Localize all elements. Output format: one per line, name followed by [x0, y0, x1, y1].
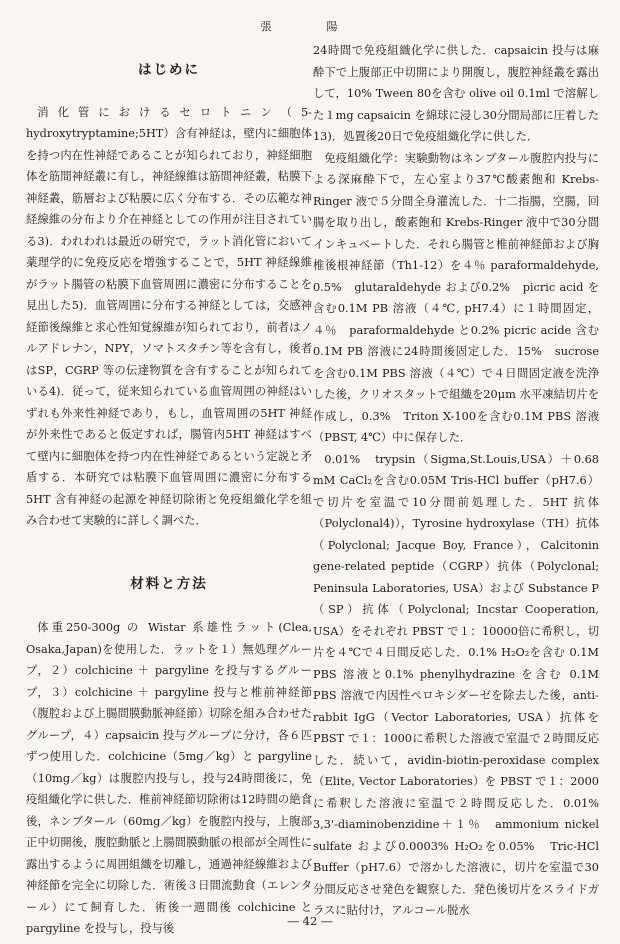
section-spacer [26, 532, 312, 558]
page-number: ― 42 ― [287, 914, 333, 928]
running-header: 張 陽 [260, 20, 360, 33]
antibody-procedure-paragraph: 0.01% trypsin（Sigma,St.Louis,USA）＋0.68 mM CaCl₂を含む0.05M Tris-HCl buffer（pH7.6）で切片を室温で10分間前処理した．5HT 抗体（Polyclonal4)），Tyrosine hydroxylase（TH）抗体（Polyclonal; Jacque Boy, France），Calcitonin gene-related peptide（CGRP）抗体（Polyclonal; Peninsula Laboratories, USA）および Substance P（SP）抗体（Polyclonal; Incstar Cooperation, USA）をそれぞれ PBST で１：10000倍に希釈し，切片を４℃で４日間反応した．0.1% H₂O₂を含む 0.1M PBS 溶液と0.1% phenylhydrazine を含む 0.1M PBS 溶液で内因性ペロキシダーゼを除去した後，anti-rabbit IgG（Vector Laboratories, USA）抗体を PBST で１：1000に希釈した溶液で室温で２時間反応した．続いて，avidin-biotin-peroxidase complex（Elite, Vector Laboratories）を PBST で１：2000に希釈した溶液に室温で２時間反応した．0.01% 3,3'-diaminobenzidine＋１％ ammonium nickel sulfate および0.0003% H₂O₂を0.05% Tric-HCl Buffer（pH7.6）で溶かした溶液に，切片を室温で30分間反応させ発色を観察した．発色後切片をスライドガラスに貼付け，アルコール脱水 [313, 452, 611, 917]
section-title-methods: 材料と方法 [130, 575, 208, 592]
section-title-introduction: はじめに [138, 62, 200, 78]
left-column [26, 46, 312, 940]
immunohistochemistry-paragraph: 免疫組織化学：実験動物はネンブタール腹腔内投与による深麻酔下で，左心室より37℃酸素飽和 Krebs-Ringer 液で５分間全身灌流した．十二指腸，空腸，回腸を取り出し，酸素飽和 Krebs-Ringer 液中で30分間インキュベートした．それら腸管と椎前神経節および胸椎後根神経節（Th1-12）を４％ paraformaldehyde, 0.5% glutaraldehyde および0.2% picric acid を含む0.1M PB 溶液（４℃, pH7.4）に１時間固定，４％ paraformaldehyde と0.2% picric acide 含む0.1M PB 溶液に24時間後固定した．15% sucrose を含む0.1M PBS 溶液（４℃）で４日間固定液を洗浄した後，クリオスタットで組織を20μm 水平凍結切片を作成し，0.3% Triton X-100を含む0.1M PBS 溶液（PBST, 4℃）中に保存した． [313, 151, 599, 444]
right-column [313, 40, 611, 922]
methods-continued-paragraph: 24時間で免疫組織化学に供した．capsaicin 投与は麻酔下で上腹部正中切開により開腹し，腹腔神経叢を露出して，10% Tween 80を含む olive oil 0.1ml で溶解した１mg capsaicin を綿球に浸し30分間局部に圧着した13)．処置後20日で免疫組織化学に供した． [313, 44, 599, 143]
methods-paragraph: 体重250-300g の Wistar 系雄性ラット(Clea, Osaka,Japan)を使用した．ラットを１）無処理グループ，２）colchicine ＋ pargyline を投与するグループ，３）colchicine ＋ pargyline 投与と椎前神経節（腹腔および上腸間膜動脈神経節）切除を組み合わせたグループ，４）capsaicin 投与グループに分け，各６匹ずつ使用した．colchicine（5mg／kg）と pargyline（10mg／kg）は腹腔内投与し，投与24時間後に，免疫組織化学に供した．椎前神経節切除術は12時間の絶食後，ネンブタール（60mg／kg）を腹腔内投与，上腹部正中切開後，腹腔動脈と上腸間膜動脈の根部が全周性に露出するように周囲組織を切離し，通過神経線維および神経節を完全に切除した．術後３日間流動食（エレンタール）にて飼育した．術後一週間後 colchicine と pargyline を投与し，投与後 [26, 621, 312, 935]
introduction-paragraph: 消化管におけるセロトニン（5-hydroxytryptamine;5HT）含有神経は，壁内に細胞体を持つ内在性神経であることが知られており，神経細胞体を筋間神経叢に有し，神経線維は筋間神経叢，粘膜下神経叢，筋層および粘膜に広く分布する．その広範な神経線維の分布より介在神経としての作用が注目されている3)．われわれは最近の研究で，ラット消化管において薬理学的に免疫反応を増強することで，5HT 神経線維がラット腸管の粘膜下血管周囲に濃密に分布することを見出した5)．血管周囲に分布する神経としては，交感神経節後線維と求心性知覚線維が知られており，前者はノルアドレナン，NPY，ソマトスタチン等を含有し，後者はSP，CGRP 等の伝達物質を含有することが知られている4)．従って，従来知られている血管周囲の神経はいずれも外来性神経であり，もし，血管周囲の5HT 神経が外来性であると仮定すれば，腸管内5HT 神経はすべて壁内に細胞体を持つ内在性神経であるという定説と矛盾する．本研究では粘膜下血管周囲に濃密に分布する5HT 含有神経の起源を神経切除術と免疫組織化学を組み合わせて実験的に詳しく調べた． [26, 105, 312, 527]
